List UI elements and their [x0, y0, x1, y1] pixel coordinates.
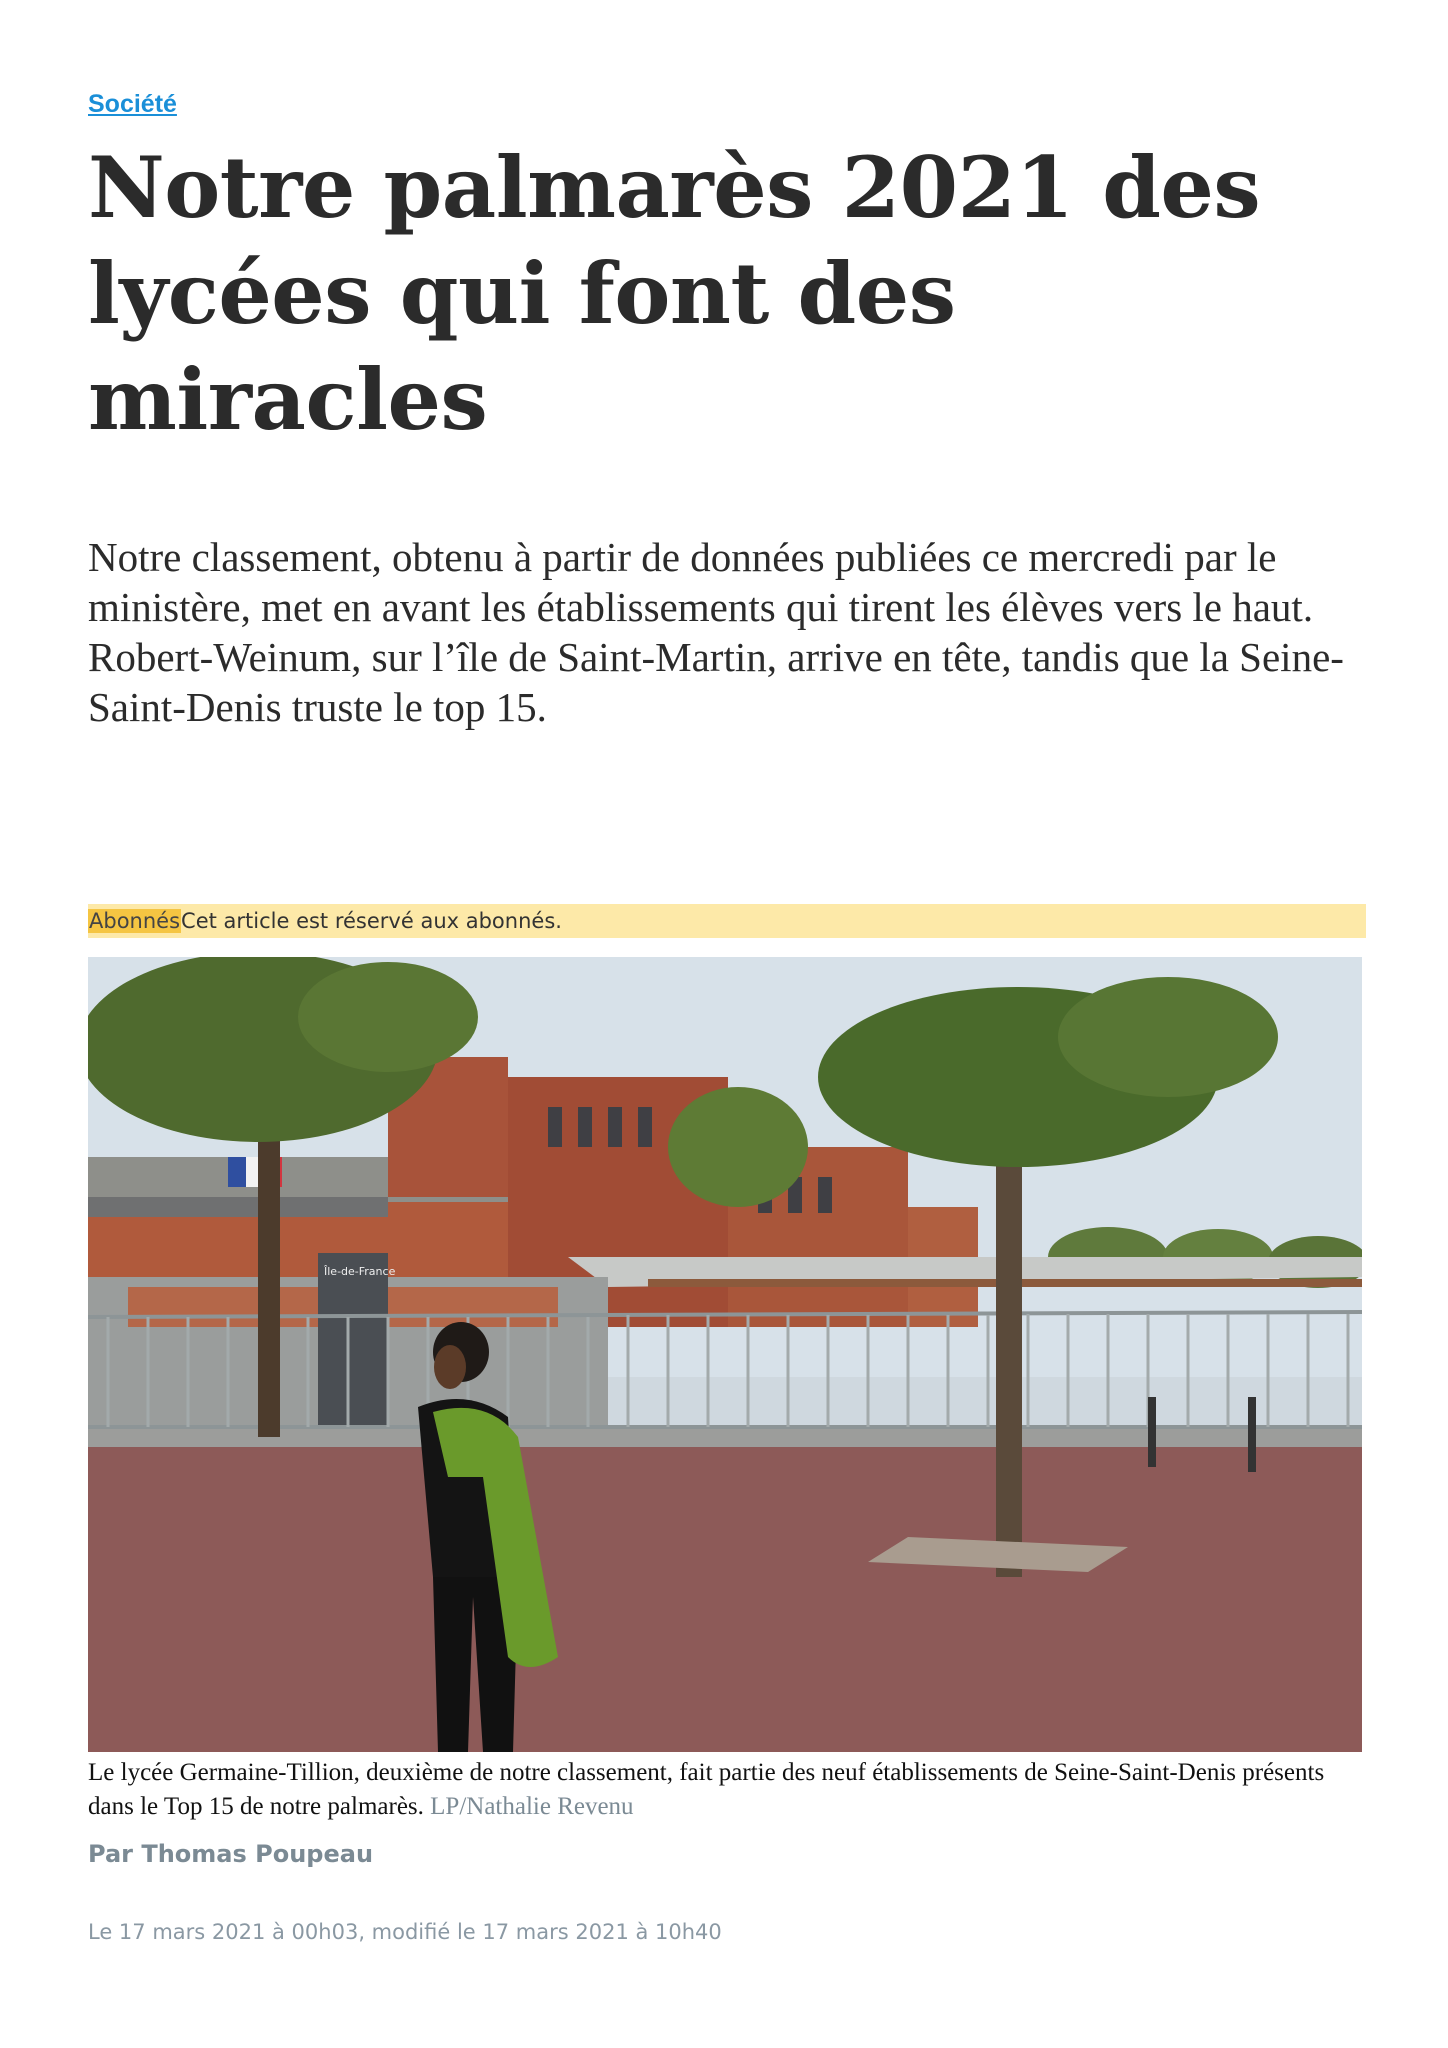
category-link[interactable]: Société [88, 90, 177, 118]
photo-credit: LP/Nathalie Revenu [430, 1793, 634, 1820]
photo-caption [88, 1756, 1362, 1824]
byline[interactable]: Par Thomas Poupeau [88, 1840, 374, 1868]
photo-sign-text: Île-de-France [324, 1265, 396, 1278]
article-headline: Notre palmarès 2021 des lycées qui font des miracles [88, 138, 1261, 449]
caption-text: Le lycée Germaine-Tillion, deuxième de notre classement, fait partie des neuf établissements de Seine-Saint-Denis présents dans le Top 15 de notre palmarès. [88, 1759, 1325, 1820]
subscriber-notice: Cet article est réservé aux abonnés. [181, 909, 562, 933]
article-lede: Notre classement, obtenu à partir de données publiées ce mercredi par le ministère, met en avant les établissements qui tirent les élèves vers le haut. Robert-Weinum, sur l’île de Saint-Martin, arrive en tête, tandis que la Seine-Saint-Denis truste le top 15. [88, 534, 1344, 730]
subscriber-banner [88, 904, 1366, 938]
dateline: Le 17 mars 2021 à 00h03, modifié le 17 mars 2021 à 10h40 [88, 1920, 722, 1944]
subscriber-badge: Abonnés [89, 909, 181, 933]
article-photo [88, 957, 1362, 1752]
